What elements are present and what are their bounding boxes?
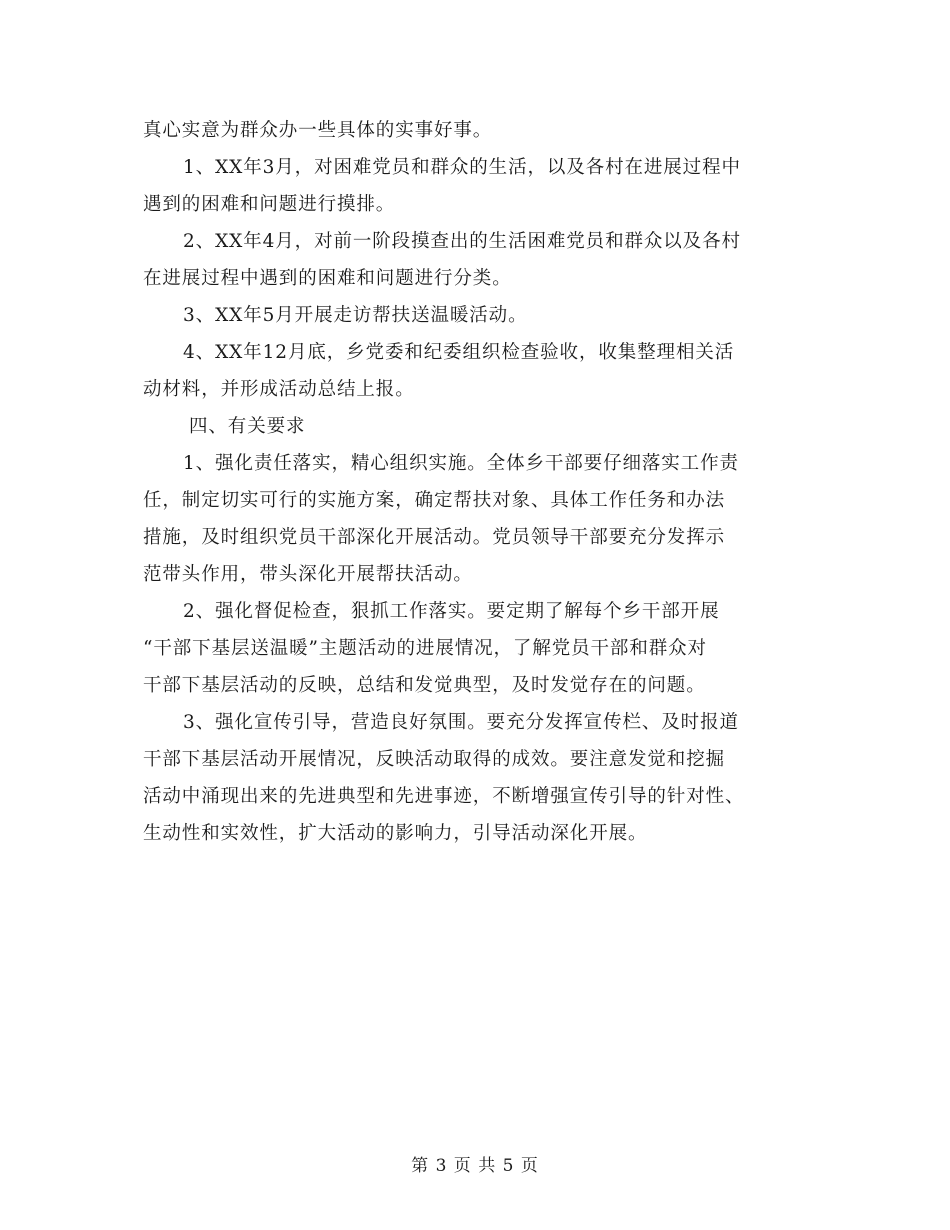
text-line: 动材料，并形成活动总结上报。 [143,379,415,400]
text-line: 范带头作用，带头深化开展帮扶活动。 [143,564,473,585]
text-line: 真心实意为群众办一些具体的实事好事。 [143,120,493,141]
text-line: 干部下基层活动开展情况，反映活动取得的成效。要注意发觉和挖掘 [143,749,726,770]
body-text [143,112,811,852]
text-line: 4、XX年12月底，乡党委和纪委组织检查验收，收集整理相关活 [183,342,735,363]
text-line: 任，制定切实可行的实施方案，确定帮扶对象、具体工作任务和办法 [143,490,726,511]
text-line: 1、强化责任落实，精心组织实施。全体乡干部要仔细落实工作责 [183,453,739,474]
text-line: 活动中涌现出来的先进典型和先进事迹，不断增强宣传引导的针对性、 [143,786,745,807]
text-line: 在进展过程中遇到的困难和问题进行分类。 [143,268,512,289]
text-line: “干部下基层送温暖”主题活动的进展情况，了解党员干部和群众对 [143,638,707,659]
text-line: 2、XX年4月，对前一阶段摸查出的生活困难党员和群众以及各村 [183,231,741,252]
text-line: 遇到的困难和问题进行摸排。 [143,194,396,215]
text-line: 2、强化督促检查，狠抓工作落实。要定期了解每个乡干部开展 [183,601,720,622]
section-heading: 四、有关要求 [189,416,306,437]
text-line: 生动性和实效性，扩大活动的影响力，引导活动深化开展。 [143,823,648,844]
text-line: 措施，及时组织党员干部深化开展活动。党员领导干部要充分发挥示 [143,527,726,548]
text-line: 干部下基层活动的反映，总结和发觉典型，及时发觉存在的问题。 [143,675,706,696]
text-line: 1、XX年3月，对困难党员和群众的生活，以及各村在进展过程中 [183,157,741,178]
page-number-footer: 第 3 页 共 5 页 [411,1156,539,1176]
text-line: 3、强化宣传引导，营造良好氛围。要充分发挥宣传栏、及时报道 [183,712,739,733]
text-line: 3、XX年5月开展走访帮扶送温暖活动。 [183,305,528,326]
